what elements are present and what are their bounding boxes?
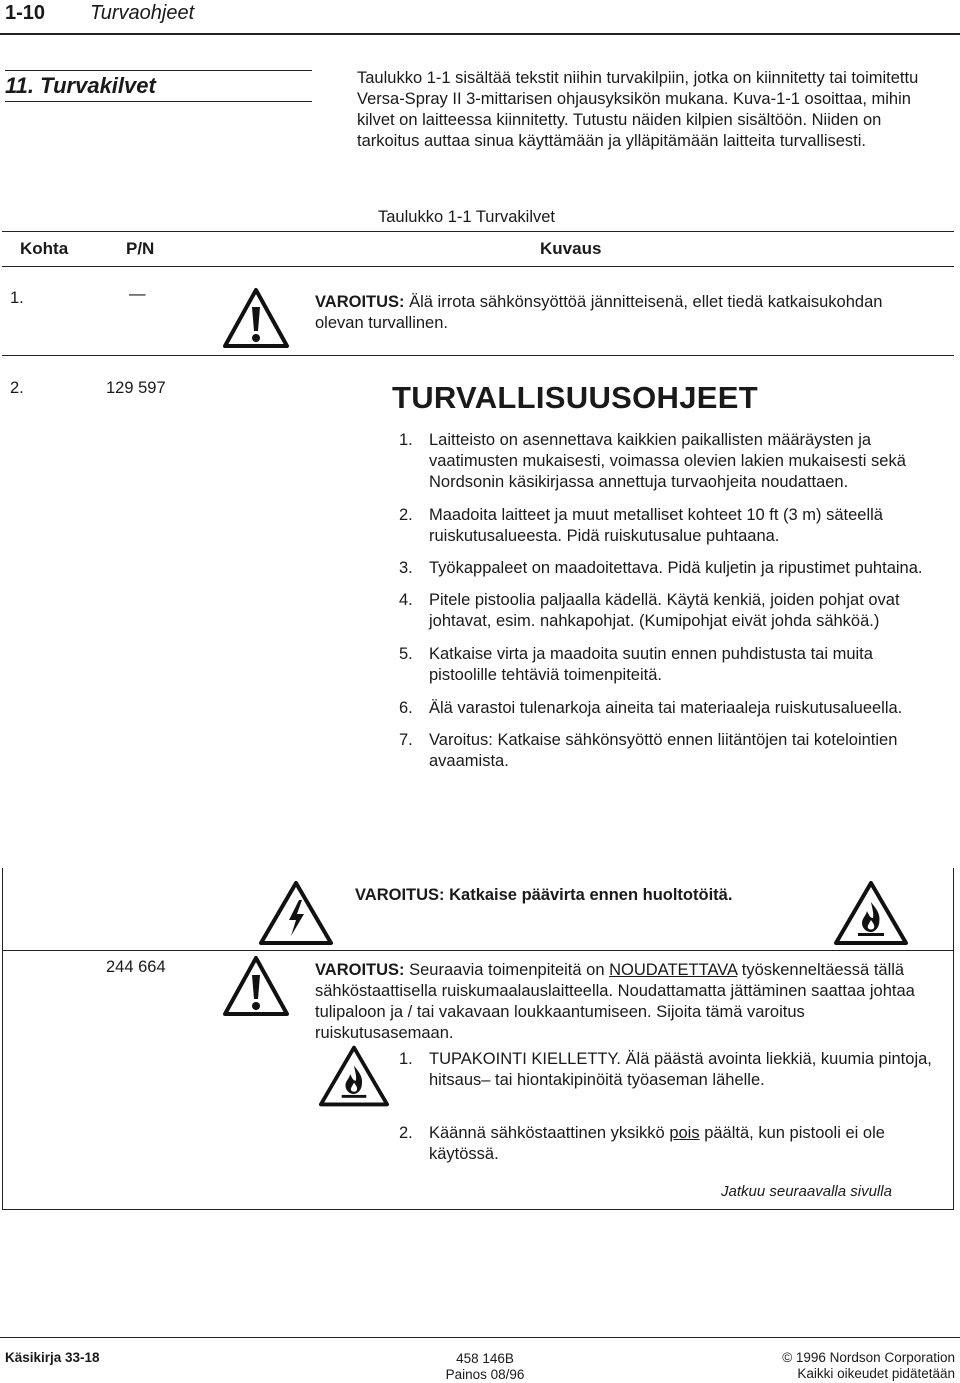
- row1-pn: —: [129, 285, 146, 303]
- row2-bottom-rule: [2, 950, 954, 951]
- fire-hazard-icon: [318, 1044, 390, 1108]
- label-box-left: [2, 868, 3, 1210]
- label-box-bottom: [2, 1209, 954, 1210]
- row3-item-2: 2. Käännä sähköstaattinen yksikkö pois päältä, kun pistooli ei ole käytössä.: [399, 1124, 885, 1163]
- col-header-item: Kohta: [20, 239, 69, 258]
- footer-doc-number: 458 146B: [456, 1351, 514, 1366]
- footer-rights: Kaikki oikeudet pidätetään: [797, 1366, 955, 1381]
- list-item: 6. Älä varastoi tulenarkoja aineita tai materiaaleja ruiskutusalueella.: [399, 699, 903, 717]
- section-rule-bottom: [5, 101, 312, 102]
- warning-exclamation-icon: [222, 955, 290, 1017]
- row2-warning: VAROITUS: Katkaise päävirta ennen huoltotöitä.: [355, 886, 733, 904]
- row2-item: 2.: [10, 379, 24, 397]
- table-header-rule: [2, 266, 954, 267]
- fire-hazard-icon: [833, 880, 909, 946]
- continued-note: Jatkuu seuraavalla sivulla: [721, 1183, 892, 1200]
- row3-warning-label: VAROITUS:: [315, 961, 405, 979]
- table-rule-top: [2, 231, 954, 232]
- row3-item-1: 1. TUPAKOINTI KIELLETTY. Älä päästä avointa liekkiä, kuumia pintoja, hitsaus– tai hiontakipinöitä työaseman lähelle.: [399, 1050, 932, 1089]
- warning-exclamation-icon: [222, 287, 290, 349]
- row1-bottom-rule: [2, 355, 954, 356]
- header-rule: [0, 33, 960, 35]
- footer-copyright: © 1996 Nordson Corporation: [782, 1350, 955, 1365]
- row3-description: VAROITUS: Seuraavia toimenpiteitä on NOUDATETTAVA työskenneltäessä tällä sähköstaattisella ruiskumaalauslaitteella. Noudattamatta jättäminen saattaa johtaa tulipaloon ja / tai vakavaan loukkaantumiseen. Sijoita tämä varoitus ruiskutusasemaan.: [315, 961, 915, 1042]
- list-item: 4. Pitele pistoolia paljaalla kädellä. Käytä kenkiä, joiden pohjat ovat johtavat, esim. nahkapohjat. (Kumipohjat eivät johda sähköä.): [399, 591, 900, 630]
- col-header-desc: Kuvaus: [540, 239, 602, 258]
- page-header-title: Turvaohjeet: [90, 2, 195, 24]
- list-item: 2. Maadoita laitteet ja muut metalliset kohteet 10 ft (3 m) säteellä ruiskutusalueesta. Pidä ruiskutusalue puhtaana.: [399, 506, 883, 545]
- page-number: 1-10: [5, 2, 46, 24]
- col-header-pn: P/N: [126, 239, 155, 258]
- safety-instructions-heading: TURVALLISUUSOHJEET: [392, 380, 758, 415]
- intro-paragraph: Taulukko 1-1 sisältää tekstit niihin turvakilpiin, jotka on kiinnitetty tai toimitettu Versa-Spray II 3-mittarisen ohjausyksikön mukana. Kuva-1-1 osoittaa, mihin kilvet on laitteessa kiinnitetty. Tutustu näiden kilpien sisältöön. Niiden on tarkoitus auttaa sinua käyttämään ja ylläpitämään laitteita turvallisesti.: [357, 69, 919, 150]
- row1-item: 1.: [10, 289, 24, 307]
- footer-edition: Painos 08/96: [445, 1367, 525, 1382]
- table-caption: Taulukko 1-1 Turvakilvet: [378, 208, 555, 226]
- electric-shock-icon: [258, 880, 334, 946]
- row2-pn: 129 597: [106, 379, 166, 397]
- list-item: 5. Katkaise virta ja maadoita suutin ennen puhdistusta tai muita pistoolille tehtäviä toimenpiteitä.: [399, 645, 873, 684]
- safety-instructions-list: [399, 430, 939, 772]
- row1-warning-label: VAROITUS:: [315, 293, 405, 311]
- footer-rule: [0, 1337, 960, 1338]
- list-item: 3. Työkappaleet on maadoitettava. Pidä kuljetin ja ripustimet puhtaina.: [399, 559, 923, 577]
- footer-manual: Käsikirja 33-18: [5, 1350, 100, 1365]
- list-item: 7. Varoitus: Katkaise sähkönsyöttö ennen liitäntöjen tai kotelointien avaamista.: [399, 731, 898, 770]
- row1-warning-text: Älä irrota sähkönsyöttöä jännitteisenä, ellet tiedä katkaisukohdan olevan turvallinen.: [315, 293, 883, 332]
- list-item: 1. Laitteisto on asennettava kaikkien paikallisten määräysten ja vaatimusten mukaisesti, voimassa olevien lakien mukaisesti sekä Nordsonin käsikirjassa annettuja turvaohjeita noudattaen.: [399, 431, 906, 491]
- section-title: 11. Turvakilvet: [5, 73, 156, 98]
- row1-description: [315, 292, 915, 334]
- section-rule-top: [5, 70, 312, 71]
- label-box-right: [953, 868, 954, 1210]
- row3-pn: 244 664: [106, 958, 166, 976]
